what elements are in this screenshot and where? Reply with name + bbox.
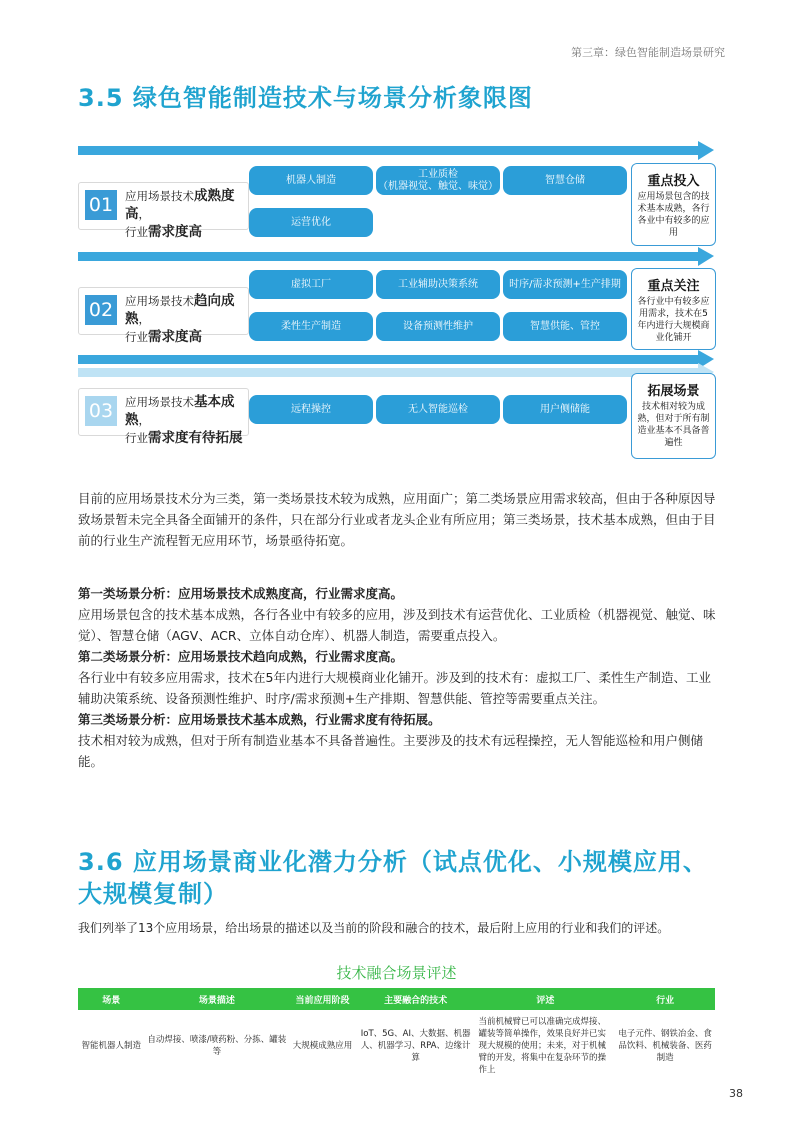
quadrant-row-1 <box>78 182 249 240</box>
tech-pill: 工业辅助决策系统 <box>376 270 500 299</box>
sidebox-title: 重点关注 <box>647 279 700 294</box>
page-number: 38 <box>729 1087 743 1100</box>
intro-paragraph: 目前的应用场景技术分为三类，第一类场景技术较为成熟，应用面广；第二类场景应用需求较高，但由于各种原因导致场景暂未完全具备全面铺开的条件，只在部分行业或者龙头企业有所应用；第三类场景，技术基本成熟，但由于目前的行业生产流程暂无应用环节，场景亟待拓宽。 <box>78 491 716 548</box>
table-cell: 智能机器人制造 <box>81 1041 141 1051</box>
section-3-6-intro: 我们列举了13个应用场景，给出场景的描述以及当前的阶段和融合的技术，最后附上应用的行业和我们的评述。 <box>78 921 670 935</box>
tech-pill: 工业质检 （机器视觉、触觉、味觉） <box>376 166 500 195</box>
arrow-divider-3 <box>78 355 700 364</box>
analysis-block <box>78 583 718 772</box>
quadrant-row-2 <box>78 287 249 345</box>
table-cell: 自动焊接、喷漆/喷药粉、分拣、罐装等 <box>147 1035 287 1057</box>
analysis-body: 技术相对较为成熟，但对于所有制造业基本不具备普遍性。主要涉及的技术有远程操控，无人智能巡检和用户侧储能。 <box>78 733 704 769</box>
table-cell: 大规模成熟应用 <box>292 1041 353 1051</box>
analysis-body: 应用场景包含的技术基本成熟，各行各业中有较多的应用，涉及到技术有运营优化、工业质检（机器视觉、触觉、味觉）、智慧仓储（AGV、ACR、立体自动仓库）、机器人制造，需要重点投入。 <box>78 607 716 643</box>
row-number: 03 <box>85 396 117 426</box>
column-header: 场景描述 <box>144 988 289 1010</box>
tech-pill: 远程操控 <box>249 395 373 424</box>
arrow-divider-2 <box>78 252 700 261</box>
sidebox-focus-invest <box>631 163 716 246</box>
tech-pill: 机器人制造 <box>249 166 373 195</box>
chapter-header: 第三章：绿色智能制造场景研究 <box>571 46 725 59</box>
analysis-heading: 第三类场景分析：应用场景技术基本成熟，行业需求度有待拓展。 <box>78 712 441 727</box>
sidebox-desc: 技术相对较为成熟，但对于所有制造业基本不具备普遍性 <box>637 402 710 448</box>
sidebox-title: 拓展场景 <box>647 384 700 399</box>
row-label: 应用场景技术趋向成熟， 行业需求度高 <box>125 293 235 345</box>
table-header-row <box>78 988 715 1010</box>
tech-pill: 设备预测性维护 <box>376 312 500 341</box>
analysis-body: 各行业中有较多应用需求，技术在5年内进行大规模商业化铺开。涉及到的技术有：虚拟工厂、柔性生产制造、工业辅助决策系统、设备预测性维护、时序/需求预测+生产排期、智慧供能、管控等需要重点关注。 <box>78 670 711 706</box>
row-label: 应用场景技术成熟度高， 行业需求度高 <box>125 188 235 240</box>
column-header: 场景 <box>78 988 144 1010</box>
arrow-divider-1 <box>78 146 700 155</box>
tech-pill: 用户侧储能 <box>503 395 627 424</box>
table-cell: 电子元件、钢铁冶金、食品饮料、机械装备、医药制造 <box>618 1029 712 1063</box>
table-caption: 技术融合场景评述 <box>336 964 457 982</box>
sidebox-title: 重点投入 <box>647 174 700 189</box>
analysis-heading: 第一类场景分析：应用场景技术成熟度高，行业需求度高。 <box>78 586 404 601</box>
column-header: 主要融合的技术 <box>356 988 476 1010</box>
row-number: 01 <box>85 190 117 220</box>
table-cell: IoT、5G、AI、大数据、机器人、机器学习、RPA、边缘计算 <box>360 1029 471 1063</box>
sidebox-expand <box>631 373 716 459</box>
tech-pill: 无人智能巡检 <box>376 395 500 424</box>
analysis-heading: 第二类场景分析：应用场景技术趋向成熟，行业需求度高。 <box>78 649 404 664</box>
sidebox-desc: 应用场景包含的技术基本成熟，各行各业中有较多的应用 <box>637 192 710 238</box>
column-header: 当前应用阶段 <box>289 988 355 1010</box>
section-3-6-title: 3.6 应用场景商业化潜力分析（试点优化、小规模应用、大规模复制） <box>78 848 708 908</box>
tech-pill: 智慧供能、管控 <box>503 312 627 341</box>
table-row <box>78 1010 715 1082</box>
column-header: 行业 <box>615 988 715 1010</box>
tech-pill: 虚拟工厂 <box>249 270 373 299</box>
section-3-5-title: 3.5 绿色智能制造技术与场景分析象限图 <box>78 84 533 112</box>
row-number: 02 <box>85 295 117 325</box>
arrow-divider-4 <box>78 368 700 377</box>
column-header: 评述 <box>475 988 615 1010</box>
tech-pill: 智慧仓储 <box>503 166 627 195</box>
tech-pill: 时序/需求预测+生产排期 <box>503 270 627 299</box>
row-label: 应用场景技术基本成熟， 行业需求度有待拓展 <box>125 394 243 446</box>
scenario-table <box>78 988 715 1082</box>
tech-pill: 运营优化 <box>249 208 373 237</box>
sidebox-focus-attention <box>631 268 716 350</box>
quadrant-row-3 <box>78 388 249 446</box>
tech-pill: 柔性生产制造 <box>249 312 373 341</box>
sidebox-desc: 各行业中有较多应用需求，技术在5年内进行大规模商业化铺开 <box>637 297 710 343</box>
table-cell: 当前机械臂已可以准确完成焊接、罐装等简单操作，效果良好并已实现大规模的使用；未来，对于机械臂的开发，将集中在复杂环节的操作上 <box>478 1017 606 1075</box>
